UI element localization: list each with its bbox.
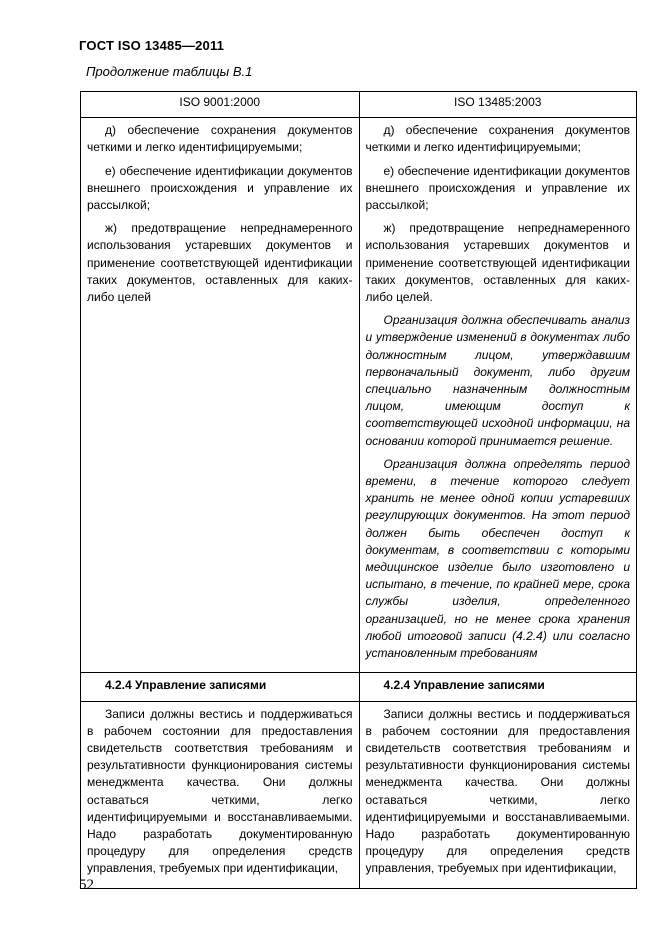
- standard-header: ГОСТ ISO 13485—2011: [79, 38, 225, 53]
- iso13485-cell: [359, 673, 637, 700]
- iso9001-cell: [81, 702, 359, 888]
- iso13485-cell: [359, 702, 637, 888]
- iso9001-cell: [81, 118, 359, 672]
- table-header-row: [81, 92, 636, 117]
- records-paragraph: Записи должны вестись и поддерживаться в рабочем состоянии для предоставления свидетельств соответствия требованиям и результативности функционирования системы менеджмента качества. Они должны оставаться четкими, легко идентифицируемыми и восстанавливаемыми. Надо разработать документированную процедуру для определения средств управления, требуемых при идентификации,: [87, 706, 353, 876]
- comparison-table: [80, 91, 637, 889]
- iso13485-cell: [359, 118, 637, 672]
- list-item-e: е) обеспечение идентификации документов внешнего происхождения и управление их рассылкой;: [87, 163, 353, 213]
- list-item-zh: ж) предотвращение непреднамеренного использования устаревших документов и применение соответствующей идентификации таких документов, оставленных для каких-либо целей: [87, 221, 353, 305]
- column-header-iso9001: ISO 9001:2000: [179, 95, 261, 109]
- table-continuation-caption: Продолжение таблицы В.1: [86, 64, 253, 79]
- list-item-d: д) обеспечение сохранения документов четкими и легко идентифицируемыми;: [87, 123, 353, 155]
- list-item-d: д) обеспечение сохранения документов четкими и легко идентифицируемыми;: [365, 123, 630, 155]
- records-paragraph: Записи должны вестись и поддерживаться в рабочем состоянии для предоставления свидетельств соответствия требованиям и результативности функционирования системы менеджмента качества. Они должны оставаться четкими, легко идентифицируемыми и восстанавливаемыми. Надо разработать документированную процедуру для определения средств управления, требуемых при идентификации,: [365, 706, 630, 876]
- section-heading: 4.2.4 Управление записями: [383, 678, 545, 693]
- list-item-zh: ж) предотвращение непреднамеренного использования устаревших документов и применение соответствующей идентификации таких документов, оставленных для каких-либо целей.: [365, 221, 630, 305]
- column-header-iso13485: ISO 13485:2003: [359, 92, 637, 117]
- list-item-e: е) обеспечение идентификации документов внешнего происхождения и управление их рассылкой;: [365, 163, 630, 213]
- table-row: [81, 672, 636, 700]
- table-row: [81, 117, 636, 672]
- page-number: 52: [79, 877, 94, 893]
- table-row: [81, 701, 636, 888]
- iso9001-cell: [81, 673, 359, 700]
- italic-addition-paragraph: Организация должна обеспечивать анализ и утверждение изменений в документах либо должностным лицом, утверждавшим первоначальный документ, либо другим специально назначенным должностным лицом, имеющим доступ к соответствующей исходной информации, на основании которой принимается решение.: [365, 313, 630, 448]
- section-heading: 4.2.4 Управление записями: [105, 678, 267, 693]
- italic-addition-paragraph: Организация должна определять период времени, в течение которого следует хранить не менее одной копии устаревших регулирующих документов. На этот период должен быть обеспечен доступ к документам, в соответствии с которыми медицинское изделие было изготовлено и испытано, в течение, по крайней мере, срока службы изделия, определенного организацией, но не менее срока хранения любой итоговой записи (4.2.4) или согласно установленным требованиям: [365, 456, 630, 661]
